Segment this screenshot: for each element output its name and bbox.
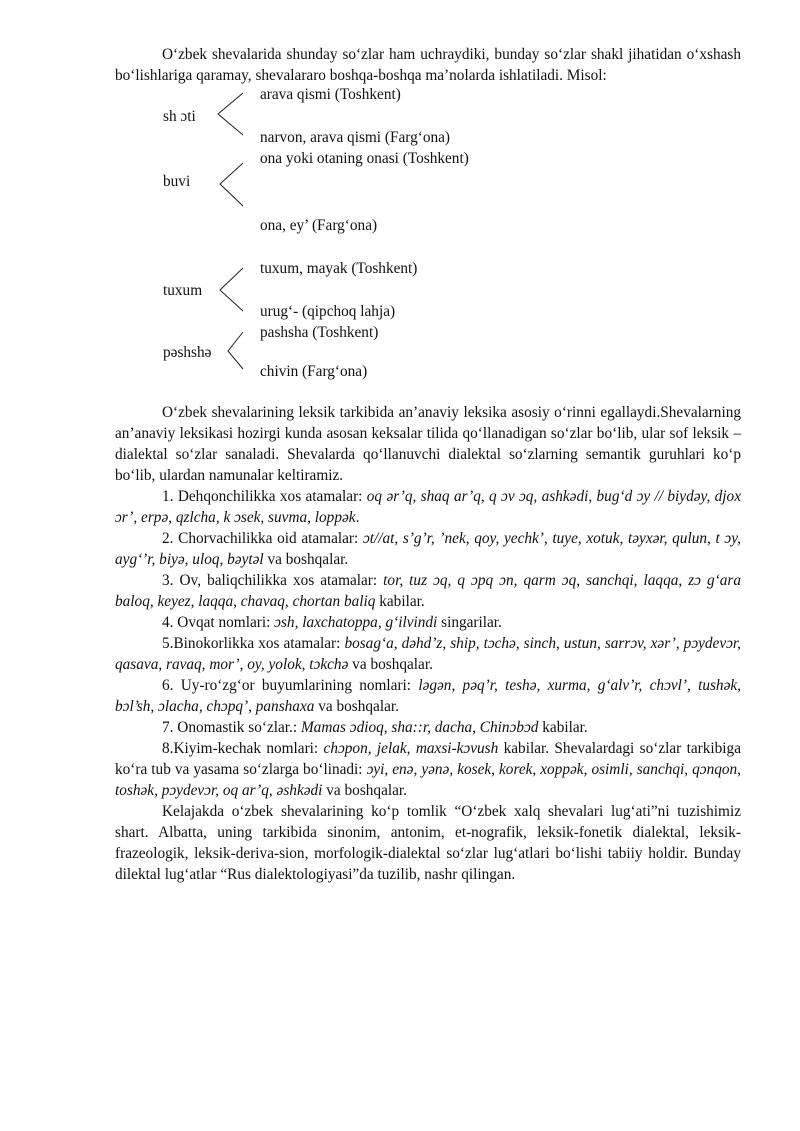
group-item: 1. Dehqonchilikka xos atamalar: oq ər’q, shaq ar’q, q ɔv ɔq, ashkədi, bug‘d ɔy // biydəy, djox ɔr’, erpə, qzlcha, k ɔsek, suvma, loppək. xyxy=(115,488,741,526)
example-meaning: urugʻ- (qipchoq lahja) xyxy=(260,303,396,320)
example-meaning: ona, ey’ (Fargʻona) xyxy=(260,217,378,234)
group-item: 7. Onomastik so‘zlar.: Mamas ɔdioq, sha::r, dacha, Chinɔbɔd kabilar. xyxy=(162,719,588,736)
bracket-1 xyxy=(218,93,243,135)
example-word: tuxum xyxy=(163,282,203,299)
example-meaning: narvon, arava qismi (Fargʻona) xyxy=(260,129,451,146)
group-item: 4. Ovqat nomlari: ɔsh, laxchatoppa, g‘ilvindi singarilar. xyxy=(162,614,502,631)
example-meaning: chivin (Fargʻona) xyxy=(260,363,368,380)
example-word: pəshshə xyxy=(163,344,212,361)
intro-paragraph: Oʻzbek shevalarida shunday soʻzlar ham uchraydiki, bunday soʻzlar shakl jihatidan oʻxshash boʻlishlariga qaramay, shevalararo boshqa-boshqa maʼnolarda ishlatiladi. Misol: xyxy=(115,46,741,84)
bracket-3 xyxy=(220,268,243,311)
example-meaning: pashsha (Toshkent) xyxy=(260,324,379,341)
group-item: 3. Ov, baliqchilikka xos atamalar: tor, tuz ɔq, q ɔpq ɔn, qarm ɔq, sanchqi, laqqa, zɔ g‘ara baloq, keyez, laqqa, chavaq, chortan baliq kabilar. xyxy=(115,572,741,610)
examples-block xyxy=(115,86,741,361)
conclusion-paragraph: Kelajakda oʻzbek shevalarining koʻp tomlik “Oʻzbek xalq shevalari lugʻati”ni tuzishimiz shart. Albatta, uning tarkibida sinonim, antonim, et-nografik, leksik-fonetik dialektal, leksik-frazeologik, leksik-deriva-sion, morfologik-dialektal soʻzlar lugʻatlari boʻlishi tabiiy holdir. Bunday dilektal lugʻatlar “Rus dialektologiyasi”da tuzilib, nashr qilingan. xyxy=(115,803,741,883)
example-word: buvi xyxy=(163,173,191,190)
group-item: 5.Binokorlikka xos atamalar: bosag‘a, dəhd’z, ship, tɔchə, sinch, ustun, sarrɔv, xər’, pɔydevɔr, qasava, ravaq, mor’, oy, yolok, tɔkchə va boshqalar. xyxy=(115,635,741,673)
group-item: 2. Chorvachilikka oid atamalar: ɔt//at, s’g’r, ’nek, qoy, yechk’, tuye, xotuk, təyxər, qulun, t ɔy, ayg‘’r, biyə, uloq, bəytəl va boshqalar. xyxy=(115,530,741,568)
group-item: 6. Uy-ro‘zg‘or buyumlarining nomlari: ləgən, pəq’r, teshə, xurma, g‘alv’r, chɔvl’, tushək, bɔl’sh, ɔlacha, chɔpq’, panshaxa va boshqalar. xyxy=(115,677,741,715)
bracket-2 xyxy=(220,163,243,206)
example-meaning: arava qismi (Toshkent) xyxy=(260,86,401,103)
document-page xyxy=(115,44,741,885)
example-meaning: ona yoki otaning onasi (Toshkent) xyxy=(260,150,469,167)
example-meaning: tuxum, mayak (Toshkent) xyxy=(260,260,418,277)
clothing-item: 8.Kiyim-kechak nomlari: chɔpon, jelak, maxsi-kɔvush kabilar. Shevalardagi so‘zlar tarkibiga ko‘ra tub va yasama so‘zlarga bo‘linadi: ɔyi, enə, yənə, kosek, korek, xoppək, osimli, sanchqi, qɔnqon, toshək, pɔydevɔr, oq ar’q, əshkədi va boshqalar. xyxy=(115,740,741,799)
traditional-lexicon-paragraph: Oʻzbek shevalarining leksik tarkibida anʼanaviy leksika asosiy oʻrinni egallaydi.Shevalarning anʼanaviy leksikasi hozirgi kunda asosan keksalar tilida qoʻllanadigan soʻzlar boʻlib, ular sof leksik – dialektal soʻzlar sanaladi. Shevalarda qoʻllanuvchi dialektal soʻzlarning semantik guruhlari koʻp boʻlib, ulardan namunalar keltiramiz. xyxy=(115,404,741,484)
example-word: sh ɔti xyxy=(163,108,196,125)
